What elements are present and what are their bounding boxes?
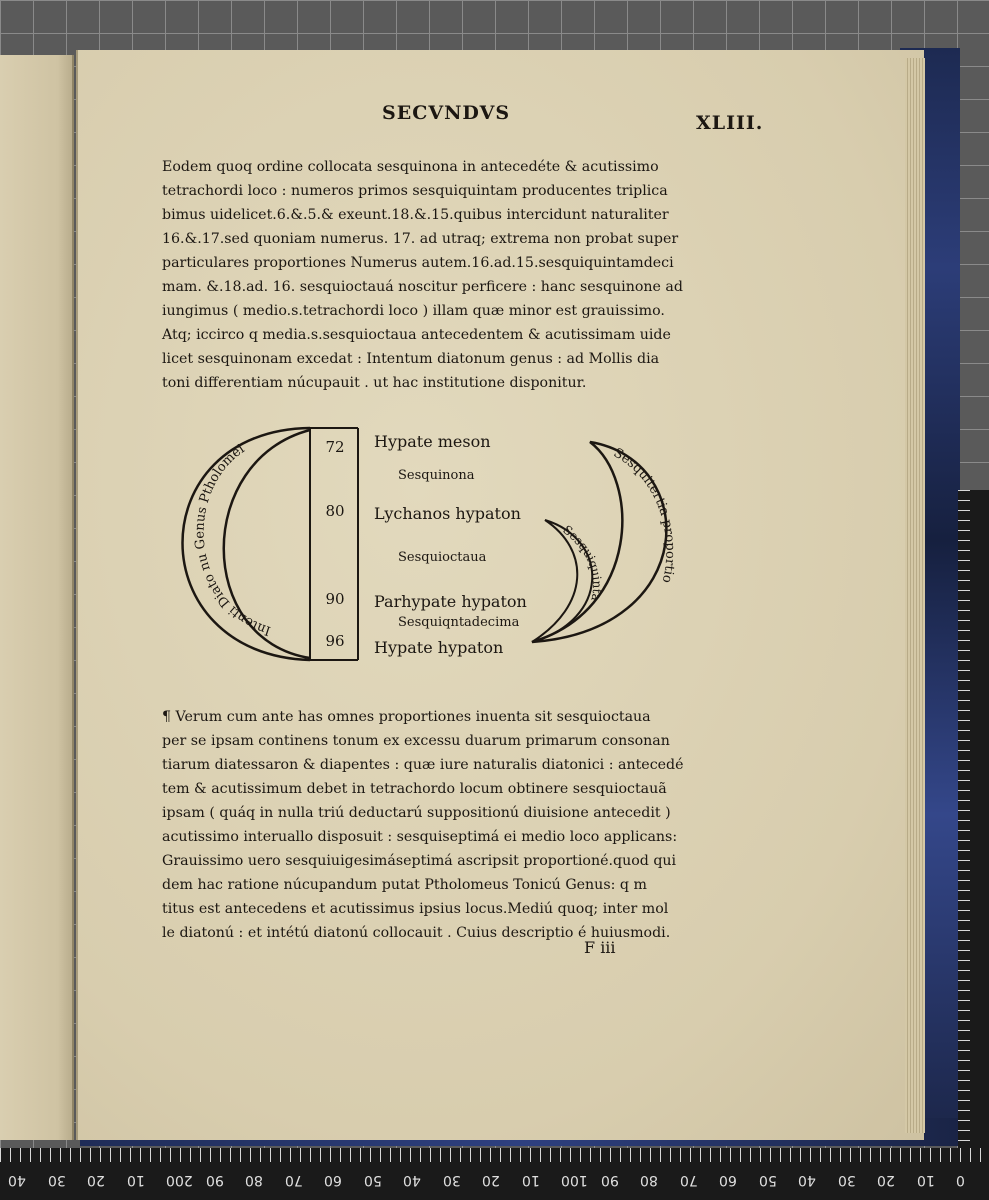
ruler-number: 100 bbox=[561, 1172, 588, 1188]
text-line: licet sesquinonam excedat : Intentum diatonum genus : ad Mollis dia bbox=[162, 351, 660, 367]
text-line: acutissimo interuallo disposuit : sesquiseptimá ei medio loco applicans: bbox=[162, 829, 678, 845]
text-line: 16.&.17.sed quoniam numerus. 17. ad utraq; extrema non probat super bbox=[162, 231, 679, 247]
number-72: 72 bbox=[325, 438, 345, 456]
ruler-number: 30 bbox=[442, 1172, 461, 1188]
ruler-number: 90 bbox=[205, 1172, 224, 1188]
text-line: bimus uidelicet.6.&.5.& exeunt.18.&.15.quibus intercidunt naturaliter bbox=[162, 207, 669, 223]
text-line: tetrachordi loco : numeros primos sesquiquintam producentes triplica bbox=[162, 183, 668, 199]
text-line: Eodem quoq ordine collocata sesquinona in antecedéte & acutissimo bbox=[162, 159, 659, 175]
ruler-number: 90 bbox=[600, 1172, 619, 1188]
arc-right-outer-label: Sesquitertia proportio bbox=[610, 445, 678, 585]
ratio-sesquioctaua: Sesquioctaua bbox=[398, 550, 487, 565]
text-line: mam. &.18.ad. 16. sesquioctauá noscitur perficere : hanc sesquinone ad bbox=[162, 279, 683, 295]
text-line: Verum cum ante has omnes proportiones inuenta sit sesquioctaua bbox=[175, 709, 651, 725]
text-line: dem hac ratione núcupandum putat Ptholomeus Tonicú Genus: q m bbox=[162, 877, 647, 893]
paragraph-1 bbox=[162, 155, 692, 395]
note-hypate-meson: Hypate meson bbox=[374, 432, 491, 451]
text-line: Atq; iccirco q media.s.sesquioctaua antecedentem & acutissimam uide bbox=[162, 327, 671, 343]
text-line: ipsam ( quáq in nulla triú deductarú suppositionú diuisione antecedit ) bbox=[162, 805, 671, 821]
ratio-sesquinona: Sesquinona bbox=[398, 468, 475, 483]
text-line: titus est antecedens et acutissimus ipsius locus.Mediú quoq; inter mol bbox=[162, 901, 669, 917]
signature-mark: F iii bbox=[584, 938, 616, 957]
ruler-number: 60 bbox=[719, 1172, 737, 1188]
ruler-number: 40 bbox=[798, 1172, 816, 1188]
text-line: le diatonú : et intétú diatonú collocauit . Cuius descriptio é huiusmodi. bbox=[162, 925, 671, 941]
text-line: particulares proportiones Numerus autem.16.ad.15.sesquiquintamdeci bbox=[162, 255, 674, 271]
ruler-number: 40 bbox=[403, 1172, 421, 1188]
note-hypate-hypaton: Hypate hypaton bbox=[374, 638, 504, 657]
ruler-number: 10 bbox=[916, 1172, 935, 1188]
ruler-number: 0 bbox=[956, 1172, 965, 1188]
text-line: Grauissimo uero sesquiuigesimáseptimá ascripsit proportioné.quod qui bbox=[162, 853, 677, 869]
ruler-number: 70 bbox=[679, 1172, 698, 1188]
svg-text:Sesquitertia proportio bbox=[611, 446, 678, 585]
ruler-number: 60 bbox=[324, 1172, 342, 1188]
facing-page-edge bbox=[0, 55, 74, 1140]
ruler-number: 50 bbox=[758, 1172, 777, 1188]
page-block-edge bbox=[905, 58, 925, 1133]
note-parhypate-hypaton: Parhypate hypaton bbox=[374, 592, 527, 611]
ruler-number: 20 bbox=[482, 1172, 500, 1188]
ruler-number: 80 bbox=[245, 1172, 263, 1188]
ruler-number: 200 bbox=[166, 1172, 193, 1188]
paragraph-2 bbox=[162, 705, 692, 945]
ruler-number: 50 bbox=[363, 1172, 382, 1188]
ratio-sesquiqntadecima: Sesquiqntadecima bbox=[398, 615, 520, 630]
number-96: 96 bbox=[325, 632, 345, 650]
number-80: 80 bbox=[325, 502, 345, 520]
arc-right-inner-label: Sesquiquinta bbox=[560, 522, 605, 603]
text-line-first bbox=[162, 705, 692, 729]
text-line: per se ipsam continens tonum ex excessu duarum primarum consonan bbox=[162, 733, 670, 749]
text-line: tiarum diatessaron & diapentes : quæ iure naturalis diatonici : antecedé bbox=[162, 757, 684, 773]
ruler-number: 10 bbox=[521, 1172, 540, 1188]
pilcrow-icon: ¶ bbox=[162, 709, 172, 725]
text-line: iungimus ( medio.s.tetrachordi loco ) illam quæ minor est grauissimo. bbox=[162, 303, 665, 319]
note-lychanos-hypaton: Lychanos hypaton bbox=[374, 504, 521, 523]
text-line: tem & acutissimum debet in tetrachordo locum obtinere sesquioctauã bbox=[162, 781, 667, 797]
ruler-number: 30 bbox=[47, 1172, 66, 1188]
running-head: SECVNDVS bbox=[382, 102, 511, 124]
ruler-number: 70 bbox=[284, 1172, 303, 1188]
ruler-number: 20 bbox=[877, 1172, 895, 1188]
number-90: 90 bbox=[325, 590, 345, 608]
text-line: toni differentiam núcupauit . ut hac institutione disponitur. bbox=[162, 375, 587, 391]
ruler-number: 30 bbox=[837, 1172, 856, 1188]
ruler-vertical bbox=[958, 490, 989, 1150]
folio-number: XLIII. bbox=[696, 112, 764, 134]
ruler-number: 20 bbox=[87, 1172, 105, 1188]
ruler-number: 10 bbox=[126, 1172, 145, 1188]
svg-text:Sesquiquinta bbox=[560, 523, 604, 603]
arc-left-label: Intenti Diato nu Genus Ptholomei bbox=[192, 441, 273, 638]
ruler-number: 40 bbox=[8, 1172, 26, 1188]
tetrachord-diagram bbox=[170, 420, 690, 680]
ruler-number: 80 bbox=[640, 1172, 658, 1188]
